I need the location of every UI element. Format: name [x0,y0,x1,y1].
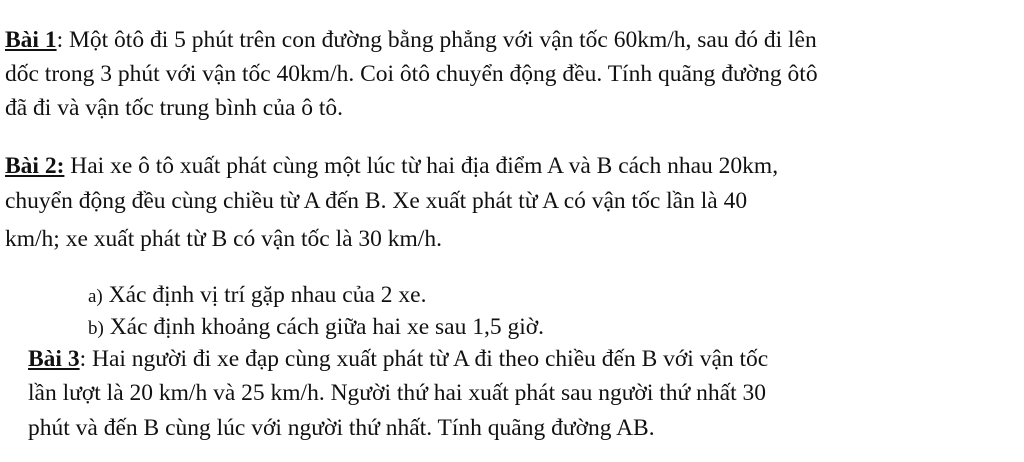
problem1-line-3: đã đi và vận tốc trung bình của ô tô. [5,95,344,121]
problem3-line-3: phút và đến B cùng lúc với người thứ nhất. Tính quãng đường AB. [28,415,655,441]
problem3-label: Bài 3 [28,346,80,372]
problem2-line-3: km/h; xe xuất phát từ B có vận tốc là 30 km/h. [5,226,442,252]
problem1-label: Bài 1 [5,27,57,53]
problem1-line-2: dốc trong 3 phút với vận tốc 40km/h. Coi ôtô chuyển động đều. Tính quãng đường ôtô [5,61,818,87]
problem1-line-1 [5,26,817,54]
problem3-text-1: : Hai người đi xe đạp cùng xuất phát từ A đi theo chiều đến B với vận tốc [79,346,769,372]
part-b-text: Xác định khoảng cách giữa hai xe sau 1,5 giờ. [103,314,545,340]
part-b-marker: b) [88,318,104,339]
problem3-line-1 [28,345,768,373]
problem2-part-b [88,313,544,343]
part-a-text: Xác định vị trí gặp nhau của 2 xe. [102,282,427,308]
part-a-marker: a) [88,286,103,307]
problem3-line-2: lần lượt là 20 km/h và 25 km/h. Người thứ hai xuất phát sau người thứ nhất 30 [28,380,766,406]
problem1-text-1: : Một ôtô đi 5 phút trên con đường bằng phẳng với vận tốc 60km/h, sau đó đi lên [56,27,817,53]
problem2-line-1 [5,152,778,180]
problem2-part-a [88,281,426,311]
problem2-label: Bài 2: [5,153,65,179]
problem2-text-1: Hai xe ô tô xuất phát cùng một lúc từ hai địa điểm A và B cách nhau 20km, [64,153,779,179]
problem2-line-2: chuyển động đều cùng chiều từ A đến B. Xe xuất phát từ A có vận tốc lần là 40 [5,188,748,214]
